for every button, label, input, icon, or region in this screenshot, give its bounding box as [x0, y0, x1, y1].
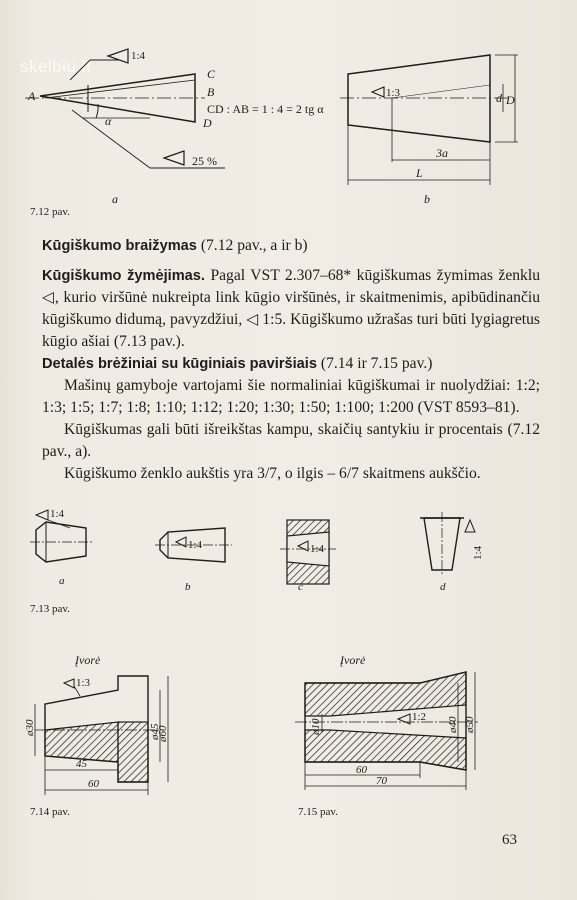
fig712b-L: L [416, 166, 423, 180]
fig713-label-d: d [440, 581, 446, 593]
fig713c-ratio: 1:4 [310, 543, 325, 555]
paragraph-marking [42, 265, 540, 353]
fig715-caption: 7.15 pav. [298, 806, 338, 818]
fig712b-3a: 3a [436, 146, 448, 160]
fig715-ratio: 1:2 [412, 711, 427, 723]
figure-7-12-b [340, 55, 518, 185]
fig712a-percent: 25 % [192, 154, 217, 168]
fig715-dim-2: ø50 [464, 716, 476, 733]
paragraph-marking-text: Pagal VST 2.307–68* kūgiškumas žymimas ženklu ◁, kurio viršūnė nukreipta link kūgio viršūnės, ir skaitmenimis, apibūdinančiu kūgiškumo didumą, pavyzdžiui, ◁ 1:5. Kūgiškumo užrašas turi būti lygiagretus kūgio ašiai (7.13 pav.). [42, 267, 540, 350]
fig714-dim-4: 60 [88, 778, 99, 790]
fig714-dim-0: ø30 [24, 719, 36, 736]
fig714-ratio: 1:3 [76, 677, 91, 689]
fig715-dim-3: 60 [356, 764, 367, 776]
fig715-dim-4: 70 [376, 775, 387, 787]
fig714-title: Įvorė [75, 653, 101, 667]
body-text [42, 235, 540, 485]
paragraph-normal-tapers: Mašinų gamyboje vartojami šie normaliniai kūgiškumai ir nuolydžiai: 1:2; 1:3; 1:5; 1:7; 1:8; 1:10; 1:12; 1:20; 1:30; 1:50; 1:100; 1:200 (VST 8593–81). [42, 377, 540, 416]
figure-7-12-a [25, 49, 225, 168]
fig715-dim-0: ø10 [310, 718, 322, 735]
fig714-caption: 7.14 pav. [30, 806, 70, 818]
fig714-dim-1: ø45 [149, 723, 161, 740]
paragraph-sign-size: Kūgiškumo ženklo aukštis yra 3/7, o ilgis – 6/7 skaitmens aukščio. [64, 465, 481, 482]
fig712a-A: A [28, 89, 36, 103]
section-heading-details [42, 353, 540, 375]
heading-drawing: Kūgiškumo braižymas [42, 238, 197, 254]
paragraph-expression: Kūgiškumas gali būti išreikštas kampu, skaičių santykiu ir procentais (7.12 pav., a). [42, 421, 540, 460]
section-heading-drawing [42, 235, 540, 257]
heading-drawing-ref: (7.12 pav., a ir b) [200, 237, 308, 254]
heading-details: Detalės brėžiniai su kūginiais paviršiais [42, 356, 317, 372]
fig712a-formula: CD : AB = 1 : 4 = 2 tg α [207, 102, 324, 116]
fig712a-D: D [203, 116, 212, 130]
fig712-caption: 7.12 pav. [30, 206, 70, 218]
watermark: skelbiu.lt [20, 57, 92, 76]
fig712a-B: B [207, 85, 215, 99]
fig712b-D: D [506, 93, 515, 107]
figure-7-13-labels [50, 508, 484, 593]
fig713a-ratio: 1:4 [50, 508, 65, 520]
fig712a-alpha: α [105, 114, 112, 128]
fig715-title: Įvorė [340, 653, 366, 667]
heading-details-ref: (7.14 ir 7.15 pav.) [320, 355, 433, 372]
fig714-dim-2: ø60 [157, 725, 169, 742]
fig713d-ratio: 1:4 [472, 545, 484, 560]
figure-7-12-a-labels [27, 50, 324, 206]
fig712b-ratio: 1:3 [386, 87, 401, 99]
fig712b-label: b [424, 192, 430, 206]
figure-7-12-b-labels [386, 87, 515, 206]
fig712a-ratio: 1:4 [131, 50, 146, 62]
page-number: 63 [502, 832, 517, 848]
fig713-label-c: c [298, 581, 303, 593]
fig712a-label: a [112, 192, 118, 206]
fig713b-ratio: 1:4 [188, 539, 203, 551]
figure-7-13 [30, 510, 475, 584]
fig715-dim-1: ø40 [447, 716, 459, 733]
heading-marking: Kūgiškumo žymėjimas. [42, 268, 205, 284]
fig713-label-b: b [185, 581, 191, 593]
fig714-dim-3: 45 [76, 758, 87, 770]
fig713-caption: 7.13 pav. [30, 603, 70, 615]
fig713-label-a: a [59, 575, 65, 587]
fig712b-d: d [496, 91, 502, 105]
fig712a-C: C [207, 67, 216, 81]
